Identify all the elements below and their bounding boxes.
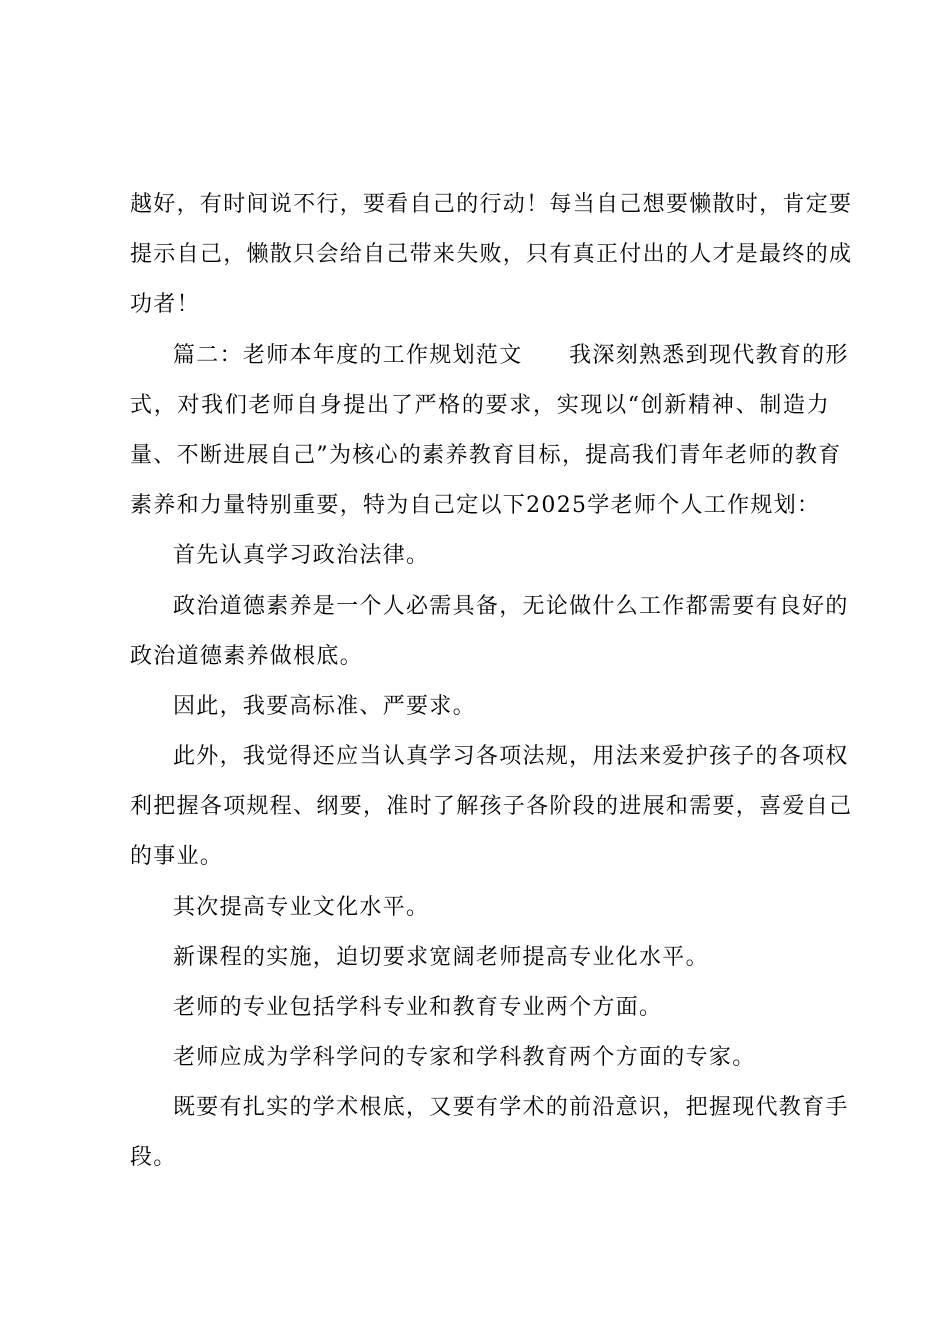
text-line: 越好，有时间说不行，要看自己的行动！每当自己想要懒散时，肯定要 — [130, 192, 853, 217]
text-line: 功者！ — [130, 292, 200, 317]
text-line: 既要有扎实的学术根底，又要有学术的前沿意识，把握现代教育手 — [173, 1095, 849, 1120]
text-line: 老师的专业包括学科专业和教育专业两个方面。 — [173, 995, 663, 1020]
text-line: 式，对我们老师自身提出了严格的要求，实现以“创新精神、制造力 — [130, 393, 830, 418]
text-line: 首先认真学习政治法律。 — [173, 543, 430, 568]
text-line: 老师应成为学科学问的专家和学科教育两个方面的专家。 — [173, 1045, 756, 1070]
text-line: 其次提高专业文化水平。 — [173, 895, 430, 920]
text-line: 政治道德素养做根底。 — [130, 644, 364, 669]
text-line: 素养和力量特别重要，特为自己定以下2025学老师个人工作规划： — [130, 493, 821, 518]
section-heading-line: 篇二：老师本年度的工作规划范文 我深刻熟悉到现代教育的形 — [173, 343, 849, 368]
text-line: 政治道德素养是一个人必需具备，无论做什么工作都需要有良好的 — [173, 594, 849, 619]
text-line: 量、不断进展自己”为核心的素养教育目标，提高我们青年老师的教育 — [130, 443, 842, 468]
text-line: 新课程的实施，迫切要求宽阔老师提高专业化水平。 — [173, 945, 709, 970]
text-line: 段。 — [130, 1145, 177, 1170]
text-line: 因此，我要高标准、严要求。 — [173, 694, 476, 719]
text-line: 的事业。 — [130, 844, 224, 869]
text-line: 利把握各项规程、纲要，准时了解孩子各阶段的进展和需要，喜爱自己 — [130, 794, 853, 819]
text-line: 此外，我觉得还应当认真学习各项法规，用法来爱护孩子的各项权 — [173, 744, 849, 769]
text-line: 提示自己，懒散只会给自己带来失败，只有真正付出的人才是最终的成 — [130, 242, 853, 267]
